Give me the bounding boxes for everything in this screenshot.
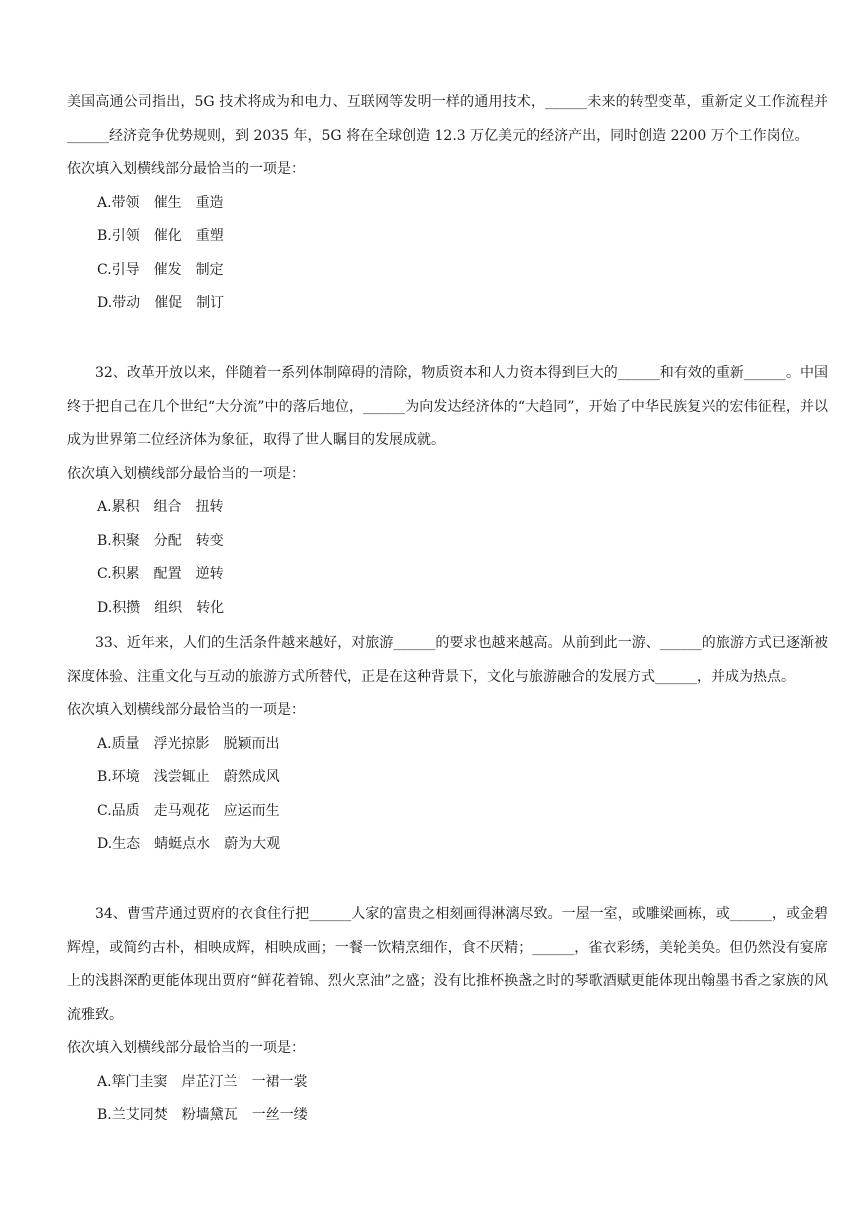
option-d: D.带动 催促 制订 [97,295,225,311]
question-stem: 33、近年来，人们的生活条件越来越好，对旅游______的要求也越来越高。从前到此一游、______的旅游方式已逐渐被深度体验、注重文化与互动的旅游方式所替代，正是在这种背景下，文化与旅游融合的发展方式______，并成为热点。 [67,635,828,685]
question-prompt: 依次填入划横线部分最恰当的一项是： [67,465,305,482]
option-c: C.积累 配置 逆转 [97,566,224,582]
question-stem: 34、曹雪芹通过贾府的衣食住行把______人家的富贵之相刻画得淋漓尽致。一屋一室，或雕梁画栋，或______，或金碧辉煌，或简约古朴，相映成辉，相映成画；一餐一饮精烹细作，食不厌精；______，雀衣彩绣，美轮美奂。但仍然没有宴席上的浅斟深酌更能体现出贾府“鲜花着锦、烈火烹油”之盛；没有比推杯换盏之时的琴歌酒赋更能体现出翰墨书香之家族的风流雅致。 [67,906,828,1023]
option-c: C.引导 催发 制定 [97,261,224,278]
option-a: A.筚门圭窦 岸芷汀兰 一裙一裳 [97,1073,308,1090]
option-letter: B. [97,769,112,785]
question-stem: 美国高通公司指出，5G 技术将成为和电力、互联网等发明一样的通用技术，______未来的转型变革，重新定义工作流程并______经济竞争优势规则，到 2035 年，5G 将在全球创造 12.3 万亿美元的经济产出，同时创造 2200 万个工作岗位。 [67,94,828,144]
question-prompt: 依次填入划横线部分最恰当的一项是： [67,702,305,718]
question-block-32 [0,357,868,625]
option-d: D.生态 蜻蜓点水 蔚为大观 [97,836,281,852]
option-letter: D. [97,295,113,311]
question-prompt: 依次填入划横线部分最恰当的一项是： [67,161,305,177]
option-a: A.质量 浮光掠影 脱颖而出 [97,735,280,752]
option-b: B.环境 浅尝辄止 蔚然成风 [97,769,280,785]
option-letter: C. [97,261,112,278]
option-b: B.兰艾同焚 粉墙黛瓦 一丝一缕 [97,1107,308,1123]
option-letter: A. [97,735,112,752]
question-stem: 32、改革开放以来，伴随着一系列体制障碍的清除，物质资本和人力资本得到巨大的______和有效的重新______。中国终于把自己在几个世纪“大分流”中的落后地位，______为向发达经济体的“大趋同”，开始了中华民族复兴的宏伟征程，并以成为世界第二位经济体为象征，取得了世人瞩目的发展成就。 [67,365,828,448]
option-a: A.带领 催生 重造 [97,194,224,211]
option-letter: B. [97,1107,112,1123]
option-a: A.累积 组合 扭转 [97,499,224,515]
option-letter: A. [97,194,112,211]
option-letter: C. [97,566,112,582]
question-block-34 [0,898,868,1133]
option-c: C.品质 走马观花 应运而生 [97,802,280,819]
option-letter: C. [97,802,112,819]
question-block-1 [0,86,868,321]
option-b: B.积聚 分配 转变 [97,532,224,549]
option-b: B.引领 催化 重塑 [97,228,224,244]
option-letter: A. [97,1073,112,1090]
option-letter: B. [97,532,112,549]
option-d: D.积攒 组织 转化 [97,599,225,616]
question-block-33 [0,627,868,862]
option-letter: D. [97,599,113,616]
option-letter: B. [97,228,112,244]
option-letter: A. [97,499,112,515]
question-prompt: 依次填入划横线部分最恰当的一项是： [67,1040,305,1056]
option-letter: D. [97,836,113,852]
